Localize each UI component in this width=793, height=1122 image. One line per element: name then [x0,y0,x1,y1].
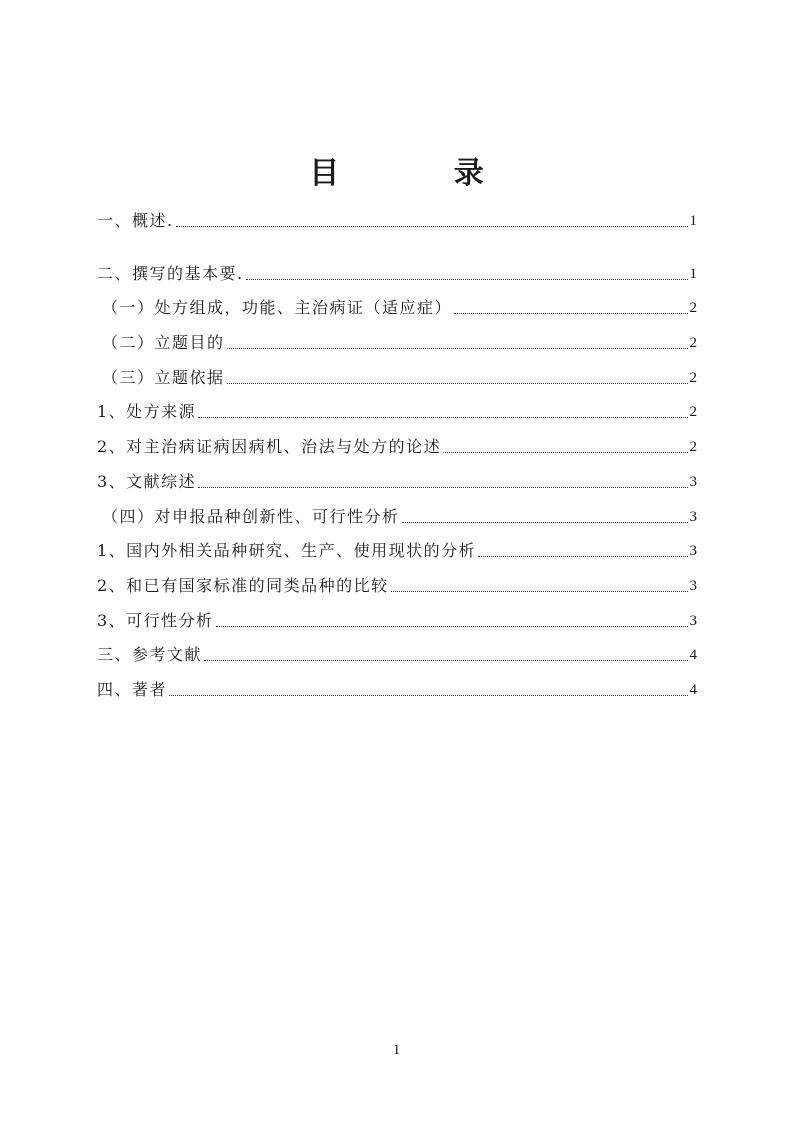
toc-leader-dots [216,626,688,627]
toc-entry-page: 1 [689,265,697,282]
toc-entry-innovation[interactable] [97,495,697,530]
toc-entry-page: 3 [689,577,697,594]
toc-entry-page: 3 [689,473,697,490]
toc-entry-status-analysis[interactable] [97,530,697,565]
toc-leader-dots [176,226,688,227]
toc-leader-dots [443,452,687,453]
toc-entry-page: 2 [689,300,697,317]
toc-entry-page: 3 [689,612,697,629]
toc-entry-basic-requirements[interactable] [97,252,697,287]
toc-entry-page: 2 [689,404,697,421]
toc-entry-label: 2、和已有国家标准的同类品种的比较 [97,575,389,595]
toc-entry-label: 四、著者 [97,679,168,699]
toc-leader-dots [227,348,688,349]
toc-entry-label: 二、撰写的基本要. [97,263,244,283]
toc-leader-dots [198,417,687,418]
toc-entry-authors[interactable] [97,668,697,703]
toc-entry-purpose[interactable] [97,321,697,356]
toc-entry-label: 2、对主治病证病因病机、治法与处方的论述 [97,437,442,457]
page-number: 1 [392,1042,401,1058]
toc-entry-label: （三）立题依据 [102,367,225,387]
toc-entry-references[interactable] [97,634,697,669]
toc-leader-dots [227,383,688,384]
toc-entry-label: （四）对申报品种创新性、可行性分析 [102,506,400,526]
toc-entry-label: 1、国内外相关品种研究、生产、使用现状的分析 [97,541,477,561]
toc-leader-dots [391,591,688,592]
toc-entry-label: （二）立题目的 [102,333,225,353]
toc-entry-label: 3、可行性分析 [97,610,214,630]
toc-entry-page: 3 [689,508,697,525]
toc-entry-label: 一、概述. [97,211,174,230]
toc-entry-page: 2 [689,439,697,456]
toc-entry-overview[interactable] [97,208,697,234]
table-of-contents [97,208,697,703]
toc-leader-dots [246,279,688,280]
toc-entry-source[interactable] [97,391,697,426]
toc-entry-page: 2 [689,369,697,386]
toc-entry-label: 3、文献综述 [97,471,197,491]
toc-leader-dots [169,695,687,696]
toc-entry-page: 3 [689,543,697,560]
toc-entry-literature-review[interactable] [97,460,697,495]
toc-entry-page: 1 [689,213,697,229]
toc-entry-page: 2 [689,335,697,352]
toc-leader-dots [402,522,688,523]
toc-entry-prescription[interactable] [97,287,697,322]
toc-entry-label: （一）处方组成，功能、主治病证（适应症） [102,298,453,318]
toc-leader-dots [454,313,687,314]
toc-leader-dots [478,556,687,557]
toc-entry-discussion[interactable] [97,425,697,460]
toc-entry-label: 1、处方来源 [97,402,197,422]
toc-entry-label: 三、参考文献 [97,645,203,665]
toc-entry-comparison[interactable] [97,564,697,599]
toc-leader-dots [198,487,687,488]
toc-entry-feasibility[interactable] [97,599,697,634]
toc-title: 目 录 [309,156,536,191]
toc-entry-basis[interactable] [97,356,697,391]
toc-entry-page: 4 [689,681,697,698]
toc-leader-dots [204,660,687,661]
toc-entry-page: 4 [689,647,697,664]
